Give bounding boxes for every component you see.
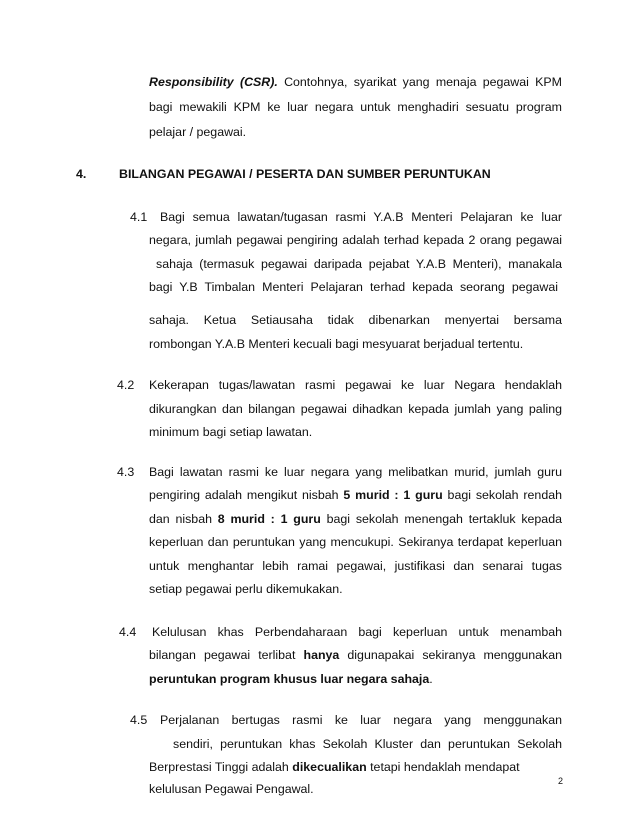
emphasis-hanya: hanya (303, 648, 340, 662)
p41-number: 4.1 (130, 210, 148, 224)
p45-text: Berprestasi Tinggi adalah (149, 760, 293, 774)
intro-bold-term: Responsibility (CSR). (149, 75, 278, 89)
page-number: 2 (558, 776, 564, 786)
section-title: BILANGAN PEGAWAI / PESERTA DAN SUMBER PERUNTUKAN (119, 167, 491, 181)
p44-text: Kelulusan khas Perbendaharaan bagi keperluan untuk menambah (152, 625, 562, 639)
p43-text: dan nisbah (149, 512, 218, 526)
intro-line-1-rest: Contohnya, syarikat yang menaja pegawai KPM (277, 75, 562, 89)
p45-line (149, 759, 520, 775)
p43-line (149, 581, 343, 597)
p43-text: bagi sekolah rendah (442, 488, 562, 502)
p43-number: 4.3 (117, 465, 135, 479)
p43-line (149, 558, 562, 575)
p43-text: setiap pegawai perlu dikemukakan. (149, 582, 343, 596)
p41-line: Bagi semua lawatan/tugasan rasmi Y.A.B Menteri Pelajaran ke luar (160, 210, 562, 224)
p42-number: 4.2 (117, 378, 135, 392)
p45-text: kelulusan Pegawai Pengawal. (149, 782, 314, 796)
emphasis-program: peruntukan program khusus luar negara sahaja (149, 672, 430, 686)
p42-line: Kekerapan tugas/lawatan rasmi pegawai ke luar Negara hendaklah (149, 378, 562, 392)
p45-line (149, 781, 314, 797)
p44-text: . (429, 672, 433, 686)
emphasis-dikecualikan: dikecualikan (292, 760, 367, 774)
p43-line (149, 487, 562, 504)
p43-text: keperluan dan peruntukan yang mencukupi. Sekiranya terdapat keperluan (149, 535, 562, 549)
p44-text: digunapakai sekiranya menggunakan (339, 648, 562, 662)
p43-text: pengiring adalah mengikut nisbah (149, 488, 344, 502)
p45-text: Perjalanan bertugas rasmi ke luar negara yang menggunakan (160, 713, 562, 727)
p45-line (160, 712, 562, 729)
p42-line: dikurangkan dan bilangan pegawai dihadkan kepada jumlah yang paling (149, 402, 562, 416)
p45-number: 4.5 (130, 713, 148, 727)
p41-line: sahaja. Ketua Setiausaha tidak dibenarkan menyertai bersama (149, 313, 562, 327)
p43-line (149, 534, 562, 551)
intro-line-2: bagi mewakili KPM ke luar negara untuk menghadiri sesuatu program (149, 100, 562, 114)
p41-line: bagi Y.B Timbalan Menteri Pelajaran terhad kepada seorang pegawai (149, 280, 558, 294)
p41-line: rombongan Y.A.B Menteri kecuali bagi mesyuarat berjadual tertentu. (149, 337, 524, 351)
p45-line (173, 736, 562, 753)
p45-text: tetapi hendaklah mendapat (366, 760, 520, 774)
p43-text: bagi sekolah menengah tertakluk kepada (320, 512, 562, 526)
p43-line (149, 464, 562, 481)
p43-text: Bagi lawatan rasmi ke luar negara yang melibatkan murid, jumlah guru (149, 465, 562, 479)
p45-text: sendiri, peruntukan khas Sekolah Kluster dan peruntukan Sekolah (173, 737, 562, 751)
p43-text: untuk menghantar lebih ramai pegawai, justifikasi dan senarai tugas (149, 559, 562, 573)
ratio-primary: 5 murid : 1 guru (343, 488, 443, 502)
p41-line: negara, jumlah pegawai pengiring adalah terhad kepada 2 orang pegawai (149, 233, 562, 247)
p44-line (149, 647, 562, 664)
p41-line: sahaja (termasuk pegawai daripada pejabat Y.A.B Menteri), manakala (156, 257, 562, 271)
intro-line-1 (149, 74, 562, 91)
p43-line (149, 511, 562, 528)
ratio-secondary: 8 murid : 1 guru (217, 512, 321, 526)
p42-line: minimum bagi setiap lawatan. (149, 425, 313, 439)
intro-line-3: pelajar / pegawai. (149, 125, 247, 139)
p44-line (149, 671, 433, 687)
p44-number: 4.4 (119, 625, 137, 639)
p44-line (152, 624, 562, 641)
section-number: 4. (76, 167, 87, 181)
p44-text: bilangan pegawai terlibat (149, 648, 304, 662)
